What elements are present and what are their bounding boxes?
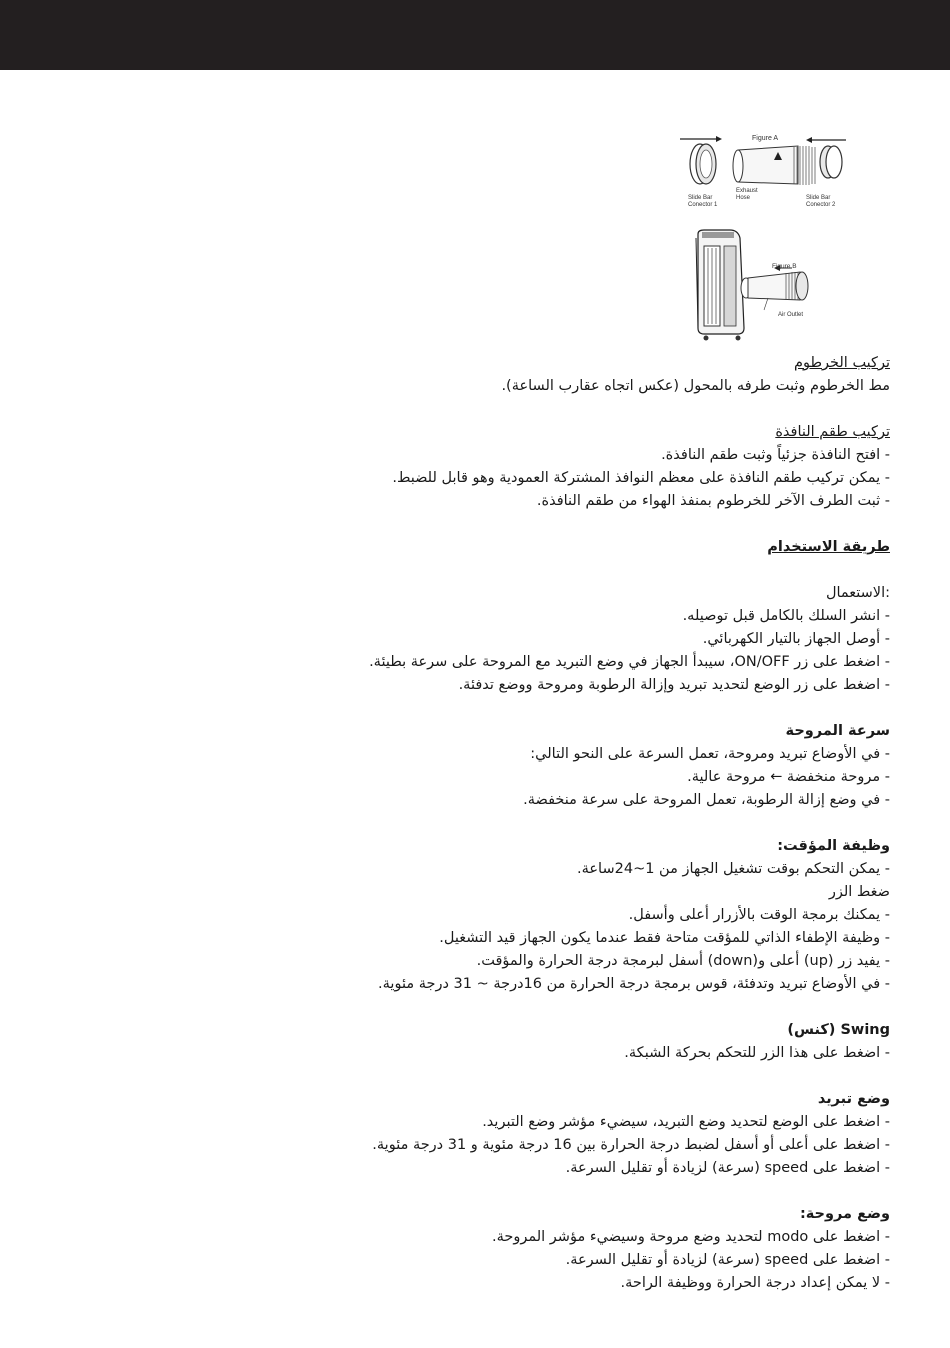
section-line: - افتح النافذة جزئياً وثبت طقم النافذة. — [661, 447, 890, 463]
figure-a-illustration — [680, 135, 846, 208]
section-heading: وضع مروحة: — [799, 1206, 890, 1222]
section-line: - يمكن تركيب طقم النافذة على معظم النوافذ المشتركة العمودية وهو قابل للضبط. — [392, 470, 890, 486]
instructions-content — [300, 352, 890, 1318]
section-hose-install — [300, 352, 890, 398]
section-line: - اضغط على speed (سرعة) لزيادة أو تقليل السرعة. — [565, 1252, 890, 1268]
section-line: - لا يمكن إعداد درجة الحرارة ووظيفة الراحة. — [620, 1275, 890, 1291]
installation-figure — [668, 122, 888, 354]
label-conector-2: Conector 2 — [806, 202, 836, 208]
section-window-kit — [300, 421, 890, 513]
section-line: - ثبت الطرف الآخر للخرطوم بمنفذ الهواء من طقم النافذة. — [536, 493, 890, 509]
figure-b-title: Figure B — [772, 263, 797, 270]
section-line: - انشر السلك بالكامل قبل توصيله. — [682, 608, 890, 624]
label-slide-bar-1: Slide Bar — [688, 195, 713, 201]
section-line: - يفيد زر (up) أعلى و(down) أسفل لبرمجة درجة الحرارة والمؤقت. — [476, 953, 890, 969]
section-line: - اضغط على زر الوضع لتحديد تبريد وإزالة الرطوبة ومروحة ووضع تدفئة. — [458, 677, 890, 693]
section-heading: طريقة الاستخدام — [767, 539, 890, 555]
label-hose: Hose — [736, 195, 751, 201]
section-fan-speed — [300, 720, 890, 812]
section-line: - يمكن التحكم بوقت تشغيل الجهاز من 1~24ساعة. — [577, 861, 890, 877]
section-line: - اضغط على الوضع لتحديد وضع التبريد، سيضيء مؤشر وضع التبريد. — [482, 1114, 890, 1130]
section-heading: :الاستعمال — [825, 585, 890, 601]
section-heading: وضع تبريد — [817, 1091, 890, 1107]
section-line: - اضغط على زر ON/OFF، سيبدأ الجهاز في وضع التبريد مع المروحة على سرعة بطيئة. — [369, 654, 890, 670]
header-bar — [0, 0, 950, 70]
section-operation — [300, 582, 890, 697]
section-line: - وظيفة الإطفاء الذاتي للمؤقت متاحة فقط عندما يكون الجهاز قيد التشغيل. — [439, 930, 890, 946]
section-timer — [300, 835, 890, 996]
section-usage-title — [300, 536, 890, 559]
label-air-outlet: Air Outlet — [778, 312, 804, 318]
label-conector-1: Conector 1 — [688, 202, 718, 208]
section-line: - مروحة منخفضة ← مروحة عالية. — [687, 769, 890, 785]
section-line: - اضغط على هذا الزر للتحكم بحركة الشبكة. — [624, 1045, 890, 1061]
section-line: - اضغط على speed (سرعة) لزيادة أو تقليل السرعة. — [565, 1160, 890, 1176]
section-fan-mode — [300, 1203, 890, 1295]
section-swing — [300, 1019, 890, 1065]
section-line: - في الأوضاع تبريد ومروحة، تعمل السرعة على النحو التالي: — [530, 746, 890, 762]
section-line: - اضغط على أعلى أو أسفل لضبط درجة الحرارة بين 16 درجة مئوية و 31 درجة مئوية. — [372, 1137, 890, 1153]
figure-a-title: Figure A — [752, 135, 779, 142]
section-cool-mode — [300, 1088, 890, 1180]
section-line: - في وضع إزالة الرطوبة، تعمل المروحة على سرعة منخفضة. — [523, 792, 890, 808]
section-line: - يمكنك برمجة الوقت بالأزرار أعلى وأسفل. — [628, 907, 890, 923]
section-heading: سرعة المروحة — [785, 723, 890, 739]
label-exhaust: Exhaust — [736, 188, 758, 194]
section-line: - اضغط على modo لتحديد وضع مروحة وسيضيء مؤشر المروحة. — [492, 1229, 890, 1245]
section-line: - أوصل الجهاز بالتيار الكهربائي. — [702, 631, 890, 647]
section-heading: Swing (كنس) — [787, 1022, 890, 1038]
figure-b-illustration — [696, 230, 808, 341]
section-line: ضغط الزر — [828, 884, 890, 900]
label-slide-bar-2: Slide Bar — [806, 195, 831, 201]
section-heading: تركيب طقم النافذة — [775, 424, 890, 440]
section-heading: وظيفة المؤقت: — [777, 838, 890, 854]
section-line: - في الأوضاع تبريد وتدفئة، قوس برمجة درجة الحرارة من 16درجة ~ 31 درجة مئوية. — [378, 976, 890, 992]
section-line: مط الخرطوم وثبت طرفه بالمحول (عكس اتجاه عقارب الساعة). — [501, 378, 890, 394]
section-heading: تركيب الخرطوم — [794, 355, 890, 371]
